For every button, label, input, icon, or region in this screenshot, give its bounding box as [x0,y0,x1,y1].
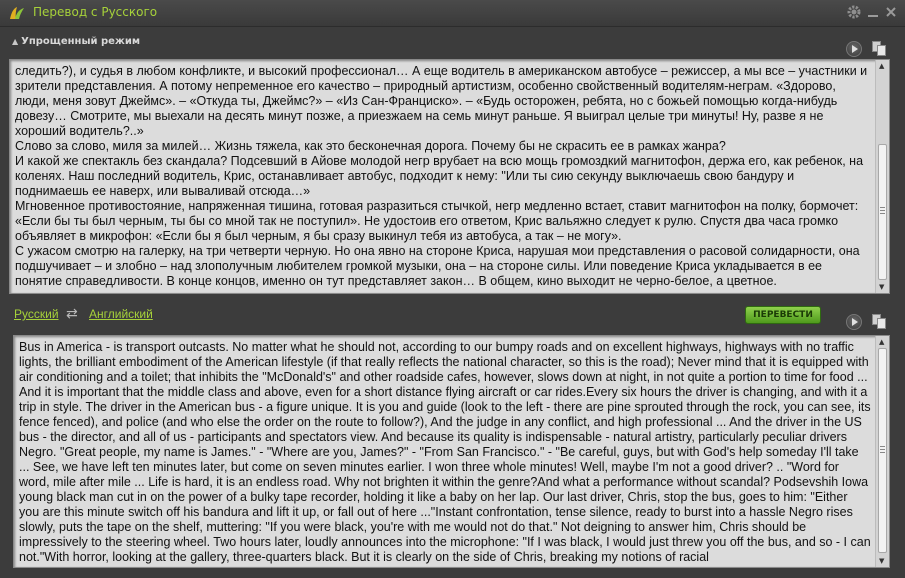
play-icon[interactable] [846,314,862,330]
translate-button[interactable]: ПЕРЕВЕСТИ [745,306,821,324]
close-icon[interactable] [882,4,900,22]
collapse-triangle-icon: ▲ [12,37,19,46]
scroll-up-icon[interactable]: ▲ [879,62,885,70]
simple-mode-toggle[interactable] [12,36,140,47]
play-icon[interactable] [846,41,862,57]
title-bar [0,0,905,27]
source-text-area[interactable] [9,59,890,294]
target-text[interactable]: Bus in America - is transport outcasts. No matter what he should not, according to our bumpy roads and on excellent highways, highways with no traffic lights, the brilliant embodiment of the American lifestyle (if that really reflects the national character, so this is the road); Never mind that it is equipped with air conditioning and a toilet; that inhibits the "McDonald's" and other roadside cafes, however, slows down at night, in not quite a portion to time for food ... And it is important that the middle class and above, even for a short distance flying aircraft or car rides.Every six hours the driver is changing, and with it a trip in style. The driver in the American bus - a figure unique. It is you and guide (look to the left - there are pine sprouted through the rock, you can see, its fence fenced), and police (and who else the order on the route to follow?), And the judge in any conflict, and high professional ... And the driver in the US bus - the director, and all of us - participants and spectators view. And because its quality is indispensable - natural artistry, particularly peculiar drivers Negro. "Great people, my name is James." - "Where are you, James?" - "From San Francisco." - "Be careful, guys, but with God's help someday I'll take ... See, we have left ten minutes later, but come on seven minutes earlier. I won three whole minutes! Well, maybe I'm not a good driver? .. "Word for word, mile after mile ... Life is hard, it is an endless road. Why not brighten it within the genre?And what a performance without scandal? Podsevshih Iowa young black man cut in on the power of a bulky tape recorder, holding it like a baby on her lap. Our last driver, Chris, stop the bus, goes to him: "Either you are this minute switch off his bandura and lift it up, or fall out of here ..."Instant confrontation, tense silence, ready to burst into a hassle Negro rises slowly, puts the tape on the shelf, muttering: "If you were black, you're with me would not do that." Not deigning to answer him, Chris should be impressively to the steering wheel. Two hours later, loudly announces into the microphone: "If I was black, I would just threw you off the bus, and so - I can not."With horror, looking at the gallery, three-quarters black. But it is clearly on the side of Chris, breaking my notions of racial [19,340,875,564]
gear-icon[interactable] [845,4,863,22]
target-text-area[interactable] [13,335,890,568]
swap-arrows-icon[interactable]: ⇄ [66,306,78,322]
app-logo-icon [8,5,26,21]
target-scrollbar[interactable] [875,336,889,567]
copy-icon[interactable] [872,41,888,57]
minimize-icon[interactable] [864,4,882,22]
window-title: Перевод с Русского [33,5,158,19]
scroll-down-icon[interactable]: ▼ [879,557,885,565]
source-text[interactable]: следить?), и судья в любом конфликте, и высокий профессионал… А еще водитель в американском автобусе – режиссер, а мы все – участники и зрители представления. А потому непременное его качество – природный артистизм, особенно свойственный водителям-неграм. «Здорово, люди, меня зовут Джеймс». – «Откуда ты, Джеймс?» – «Из Сан-Франциско». – «Будь осторожен, ребята, но с божьей помощью когда-нибудь довезу… Смотрите, мы выехали на десять минут позже, а приезжаем на семь минут раньше. Я выиграл целые три минуты! Ну, разве я не хороший водитель?..» Слово за слово, миля за милей… Жизнь тяжела, как это бесконечная дорога. Почему бы не скрасить ее в рамках жанра? И какой же спектакль без скандала? Подсевший в Айове молодой негр врубает на всю мощь громоздкий магнитофон, держа его, как ребенок, на коленях. Наш последний водитель, Крис, останавливает автобус, подходит к нему: "Или ты сию секунду выключаешь свою бандуру и поднимаешь ее наверх, или вываливай отсюда…» Мгновенное противостояние, напряженная тишина, готовая разразиться стычкой, негр медленно встает, ставит магнитофон на полку, бормочет: «Если бы ты был черным, ты бы со мной так не поступил». Не удостоив его ответом, Крис вальяжно следует к рулю. Спустя два часа громко объявляет в микрофон: «Если бы я был черным, я бы сразу выкинул тебя из автобуса, а так – не могу». С ужасом смотрю на галерку, на три четверти черную. Но она явно на стороне Криса, нарушая мои представления о расовой солидарности, она подшучивает – и злобно – над злополучным любителем громкой музыки, она – на стороне силы. Или поведение Криса укладывается в ее понятие справедливости. В конце концов, именно он тут представляет закон… В общем, кино выходит не черно-белое, а цветное. [15,64,868,288]
copy-icon[interactable] [872,314,888,330]
simple-mode-label: Упрощенный режим [21,36,141,47]
source-scroll-thumb[interactable] [878,144,887,280]
scroll-up-icon[interactable]: ▲ [879,338,885,346]
scroll-down-icon[interactable]: ▼ [879,283,885,291]
source-language-link[interactable]: Русский [14,307,59,321]
target-scroll-thumb[interactable] [878,348,887,553]
source-scrollbar[interactable] [875,60,889,293]
target-language-link[interactable]: Английский [89,307,153,321]
